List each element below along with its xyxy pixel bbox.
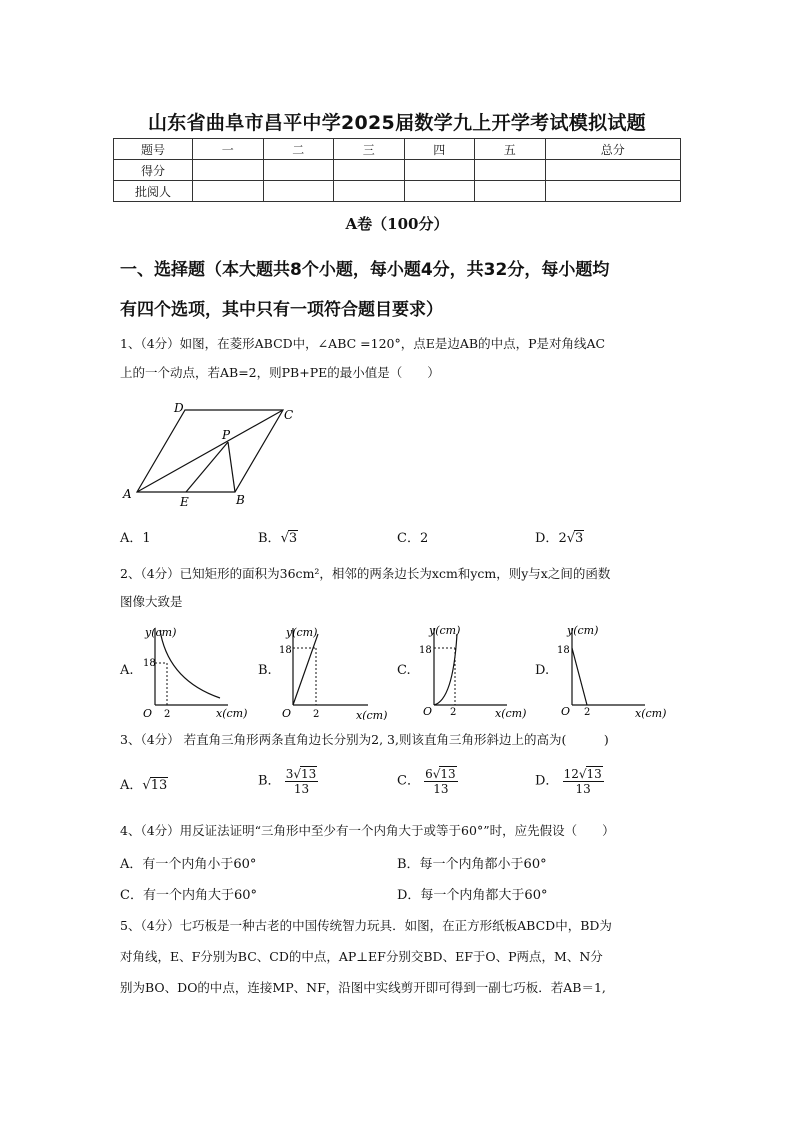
origin-label: O <box>423 705 433 718</box>
y-label: y(cm) <box>429 624 461 637</box>
q2-graph-a[interactable] <box>140 620 260 720</box>
tick-x: 2 <box>450 707 457 718</box>
q1-option-a-text: A．1 <box>120 531 151 546</box>
fraction: $\frac{12√13}{13}$ <box>563 767 602 796</box>
header-cell: 二 <box>263 139 334 160</box>
grader-cell[interactable] <box>193 181 264 202</box>
q1-stem-line1: 1、（4分）如图，在菱形ABCD中，∠ABC =120°，点E是边AB的中点，P是对角线AC <box>120 336 606 351</box>
q2-stem-line1: 2、（4分）已知矩形的面积为36cm²，相邻的两条边长为xcm和ycm，则y与x之间的函数 <box>120 566 611 581</box>
label-b: B <box>236 493 245 507</box>
option-label: B． <box>258 773 281 789</box>
segment-pe <box>186 442 228 492</box>
q2-graph-c[interactable] <box>417 620 537 720</box>
q1-stem-line2: 上的一个动点，若AB=2，则PB+PE的最小值是（ ） <box>120 365 440 380</box>
tick-y: 18 <box>557 645 570 656</box>
label-d: D <box>174 401 184 415</box>
q4-option-d[interactable]: D．每一个内角都大于60° <box>397 888 548 903</box>
q3-option-b[interactable] <box>258 766 318 796</box>
tick-y: 18 <box>279 645 292 656</box>
tick-x: 2 <box>164 709 171 720</box>
score-table-header-row <box>114 139 681 160</box>
y-label: y(cm) <box>567 624 599 637</box>
header-cell: 题号 <box>114 139 193 160</box>
fraction: $\frac{3√13}{13}$ <box>285 767 317 796</box>
q1-option-d[interactable] <box>535 527 584 546</box>
q4-stem: 4、（4分）用反证法证明“三角形中至少有一个内角大于或等于60°”时，应先假设（ ） <box>120 823 615 838</box>
grader-row <box>114 181 681 202</box>
grader-cell[interactable] <box>475 181 546 202</box>
fraction: $\frac{6√13}{13}$ <box>425 767 456 796</box>
q3-option-c[interactable] <box>397 766 458 796</box>
line <box>293 634 318 705</box>
radicand: 13 <box>150 778 168 793</box>
q1-option-c-text: C．2 <box>397 531 429 546</box>
section1-heading-line1: 一、选择题（本大题共8个小题，每小题4分，共32分，每小题均 <box>120 260 610 280</box>
tick-x: 2 <box>313 709 320 720</box>
numerator-coef: 3 <box>285 767 294 781</box>
score-cell[interactable] <box>545 160 681 181</box>
q4-option-a[interactable]: A．有一个内角小于60° <box>120 857 257 872</box>
row-label: 批阅人 <box>114 181 193 202</box>
q5-stem-line1: 5、（4分）七巧板是一种古老的中国传统智力玩具．如图，在正方形纸板ABCD中，BD为 <box>120 918 612 933</box>
q5-stem-line3: 别为BO、DO的中点，连接MP、NF，沿图中实线剪开即可得到一副七巧板．若AB＝1, <box>120 980 606 995</box>
curve <box>434 634 457 705</box>
segment-pb <box>228 442 235 492</box>
header-cell: 一 <box>193 139 264 160</box>
origin-label: O <box>282 707 292 720</box>
label-e: E <box>180 495 189 509</box>
q2-stem-line2: 图像大致是 <box>120 594 183 609</box>
header-cell: 五 <box>475 139 546 160</box>
option-label: C． <box>397 773 420 789</box>
q1-option-d-label: D． <box>535 531 559 546</box>
q2-option-c-label[interactable]: C. <box>397 663 411 678</box>
score-cell[interactable] <box>193 160 264 181</box>
score-row <box>114 160 681 181</box>
grader-cell[interactable] <box>263 181 334 202</box>
denominator: 13 <box>433 782 449 796</box>
numerator-coef: 6 <box>425 767 433 781</box>
radicand: 3 <box>575 531 584 546</box>
origin-label: O <box>143 707 153 720</box>
grader-cell[interactable] <box>404 181 475 202</box>
label-c: C <box>284 408 294 422</box>
option-label: A． <box>120 778 143 793</box>
diagonal-ac <box>137 410 283 492</box>
denominator: 13 <box>293 782 310 796</box>
y-label: y(cm) <box>145 626 177 639</box>
header-cell: 四 <box>404 139 475 160</box>
option-label: D． <box>535 773 559 789</box>
q2-graph-b[interactable] <box>278 620 398 720</box>
score-cell[interactable] <box>475 160 546 181</box>
radicand: 13 <box>440 767 456 781</box>
origin-label: O <box>561 705 571 718</box>
exam-title: 山东省曲阜市昌平中学2025届数学九上开学考试模拟试题 <box>148 112 646 134</box>
coefficient: 2 <box>558 531 567 546</box>
q2-option-a-label[interactable]: A. <box>120 663 134 678</box>
curve <box>160 630 220 698</box>
label-a: A <box>123 487 132 501</box>
q3-stem: 3、（4分） 若直角三角形两条直角边长分别为2, 3,则该直角三角形斜边上的高为( ) <box>120 732 609 747</box>
denominator: 13 <box>575 782 591 796</box>
header-cell: 三 <box>334 139 405 160</box>
numerator-coef: 12 <box>563 767 579 781</box>
q1-option-a[interactable] <box>120 527 151 546</box>
q3-option-d[interactable] <box>535 766 604 796</box>
q1-option-c[interactable] <box>397 527 428 546</box>
x-label: x(cm) <box>635 707 667 720</box>
header-cell: 总分 <box>545 139 681 160</box>
sqrt-sign: √ <box>142 778 151 793</box>
q1-option-b[interactable] <box>258 527 298 546</box>
score-table <box>113 138 681 202</box>
tick-x: 2 <box>584 707 591 718</box>
q4-option-c[interactable]: C．有一个内角大于60° <box>120 888 257 903</box>
score-cell[interactable] <box>404 160 475 181</box>
y-label: y(cm) <box>286 626 318 639</box>
q2-option-d-label[interactable]: D. <box>535 663 550 678</box>
q1-rhombus-figure <box>118 400 303 512</box>
sqrt-sign: √ <box>280 531 289 546</box>
radicand: 13 <box>301 767 317 781</box>
q4-option-b[interactable]: B．每一个内角都小于60° <box>397 857 547 872</box>
radicand: 13 <box>586 767 602 781</box>
tick-y: 18 <box>143 658 156 669</box>
q5-stem-line2: 对角线，E、F分别为BC、CD的中点，AP⊥EF分别交BD、EF于O、P两点，M、N分 <box>120 949 603 964</box>
label-p: P <box>222 428 231 442</box>
tick-y: 18 <box>419 645 432 656</box>
q2-option-b-label[interactable]: B. <box>258 663 272 678</box>
grader-cell[interactable] <box>545 181 681 202</box>
q1-option-b-label: B． <box>258 531 281 546</box>
x-label: x(cm) <box>216 707 248 720</box>
paper-a-heading: A卷（100分） <box>345 215 449 233</box>
q2-graph-d[interactable] <box>555 620 675 720</box>
section1-heading-line2: 有四个选项，其中只有一项符合题目要求） <box>120 300 443 320</box>
row-label: 得分 <box>114 160 193 181</box>
score-cell[interactable] <box>263 160 334 181</box>
line <box>572 648 587 705</box>
q3-option-a[interactable] <box>120 774 168 793</box>
radicand: 3 <box>288 531 298 546</box>
x-label: x(cm) <box>356 709 388 720</box>
score-cell[interactable] <box>334 160 405 181</box>
x-label: x(cm) <box>495 707 527 720</box>
grader-cell[interactable] <box>334 181 405 202</box>
sqrt-sign: √ <box>566 531 576 546</box>
